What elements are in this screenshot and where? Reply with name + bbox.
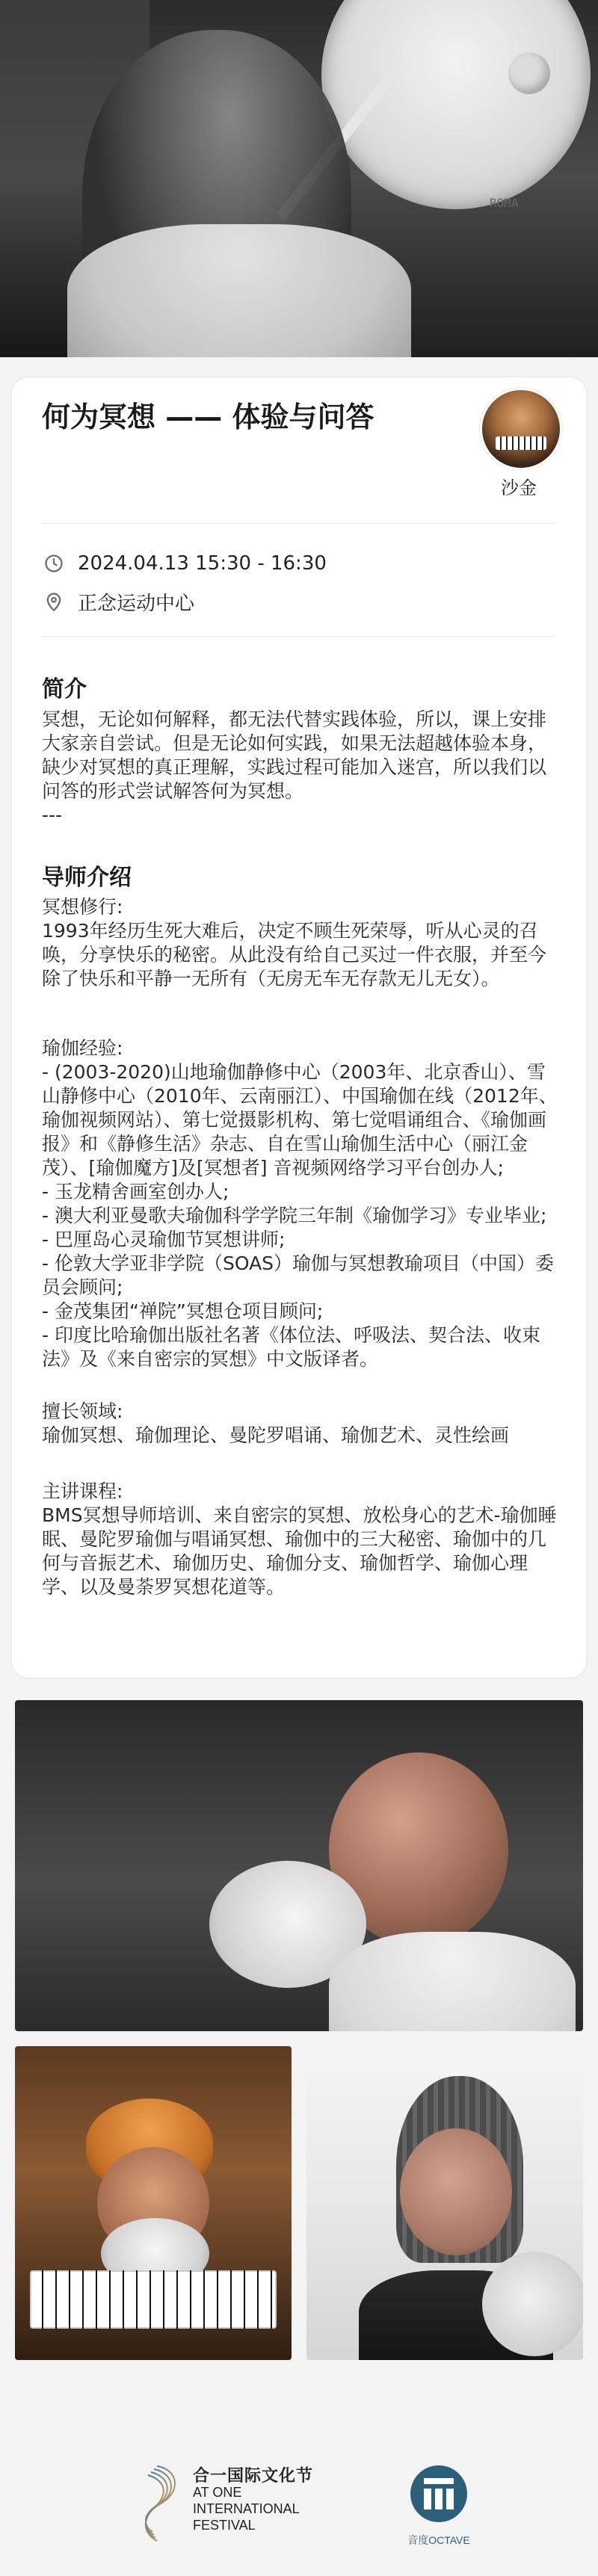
photo-keyboard	[30, 2270, 277, 2329]
mentor-text-experience: 瑜伽经验: - (2003-2020)山地瑜伽静修中心（2003年、北京香山）、雪山静修中心（2010年、云南丽江）、中国瑜伽在线（2012年、瑜伽视频网站）、第七觉摄影机构、第七觉唱诵组合、《瑜伽画报》和《静修生活》杂志、自在雪山瑜伽生活中心（丽江金茂）、[瑜伽魔方]及[冥想者] 音视频网络学习平台创办人; - 玉龙精舍画室创办人; - 澳大利亚曼歌夫瑜伽科学学院三年制《瑜伽学习》专业毕业; - 巴厘岛心灵瑜伽节冥想讲师; - 伦敦大学亚非学院（SOAS）瑜伽与冥想教瑜项目（中国）委员会顾问; - 金茂集团“禅院”冥想仓项目顾问; - 印度比哈瑜伽出版社名著《体位法、呼吸法、契合法、收束法》及《来自密宗的冥想》中文版译者。	[42, 1037, 558, 1370]
drum-brand-mark: ROMA	[490, 196, 519, 210]
speaker-name[interactable]: 沙金	[501, 478, 537, 498]
octave-wordmark: 音度OCTAVE	[407, 2534, 470, 2546]
mentor-text-practice: 冥想修行: 1993年经历生死大难后，决定不顾生死荣辱，听从心灵的召唤，分享快乐的秘密。从此没有给自己买过一件衣服，并至今除了快乐和平静一无所有（无房无车无存款无儿无女）。	[42, 896, 547, 989]
photo-shirt	[329, 1932, 576, 2031]
speaker-avatar[interactable]	[480, 388, 562, 470]
performer-shirt	[67, 224, 411, 357]
divider	[42, 523, 556, 524]
event-card	[12, 377, 586, 1678]
event-location-row[interactable]	[42, 588, 194, 615]
festival-name-en-2: INTERNATIONAL	[193, 2501, 300, 2516]
intro-text: 冥想，无论如何解释，都无法代替实践体验，所以，课上安排大家亲自尝试。但是无论如何实践，如果无法超越体验本身，缺少对冥想的真正理解，实践过程可能加入迷宫，所以我们以问答的形式尝试解答何为冥想。 ---	[42, 708, 547, 826]
at-one-festival-wordmark	[193, 2468, 313, 2533]
intro-heading: 简介	[42, 676, 87, 702]
mentor-heading: 导师介绍	[42, 865, 132, 891]
at-one-festival-logo	[127, 2459, 187, 2548]
photo-drum-portrait	[306, 2046, 583, 2360]
festival-name-cn: 合一国际文化节	[193, 2466, 314, 2485]
event-title: 何为冥想 —— 体验与问答	[42, 401, 374, 433]
mentor-text-expertise: 擅长领域: 瑜伽冥想、瑜伽理论、曼陀罗唱诵、瑜伽艺术、灵性绘画	[42, 1400, 510, 1446]
mentor-text-courses: 主讲课程: BMS冥想导师培训、来自密宗的冥想、放松身心的艺术-瑜伽睡眠、曼陀罗瑜伽与唱诵冥想、瑜伽中的三大秘密、瑜伽中的几何与音振艺术、瑜伽历史、瑜伽分支、瑜伽哲学、瑜伽心理学、以及曼荼罗冥想花道等。	[42, 1480, 557, 1598]
photo-profile-closeup	[15, 1700, 583, 2031]
hero-image	[0, 0, 598, 357]
event-datetime: 2024.04.13 15:30 - 16:30	[78, 552, 327, 575]
event-datetime-row	[42, 550, 327, 577]
divider	[42, 636, 556, 637]
festival-name-en-1: AT ONE	[193, 2485, 242, 2500]
avatar-keyboard	[496, 436, 546, 450]
event-location[interactable]: 正念运动中心	[78, 592, 195, 615]
photo-keyboard-portrait	[15, 2046, 292, 2360]
festival-name-en-3: FESTIVAL	[193, 2518, 256, 2533]
octave-logo	[405, 2460, 472, 2527]
location-pin-icon	[42, 590, 66, 614]
drum-stick-head	[508, 52, 550, 94]
photo-face	[400, 2128, 512, 2255]
photo-drum	[482, 2252, 583, 2356]
clock-icon	[42, 552, 66, 575]
